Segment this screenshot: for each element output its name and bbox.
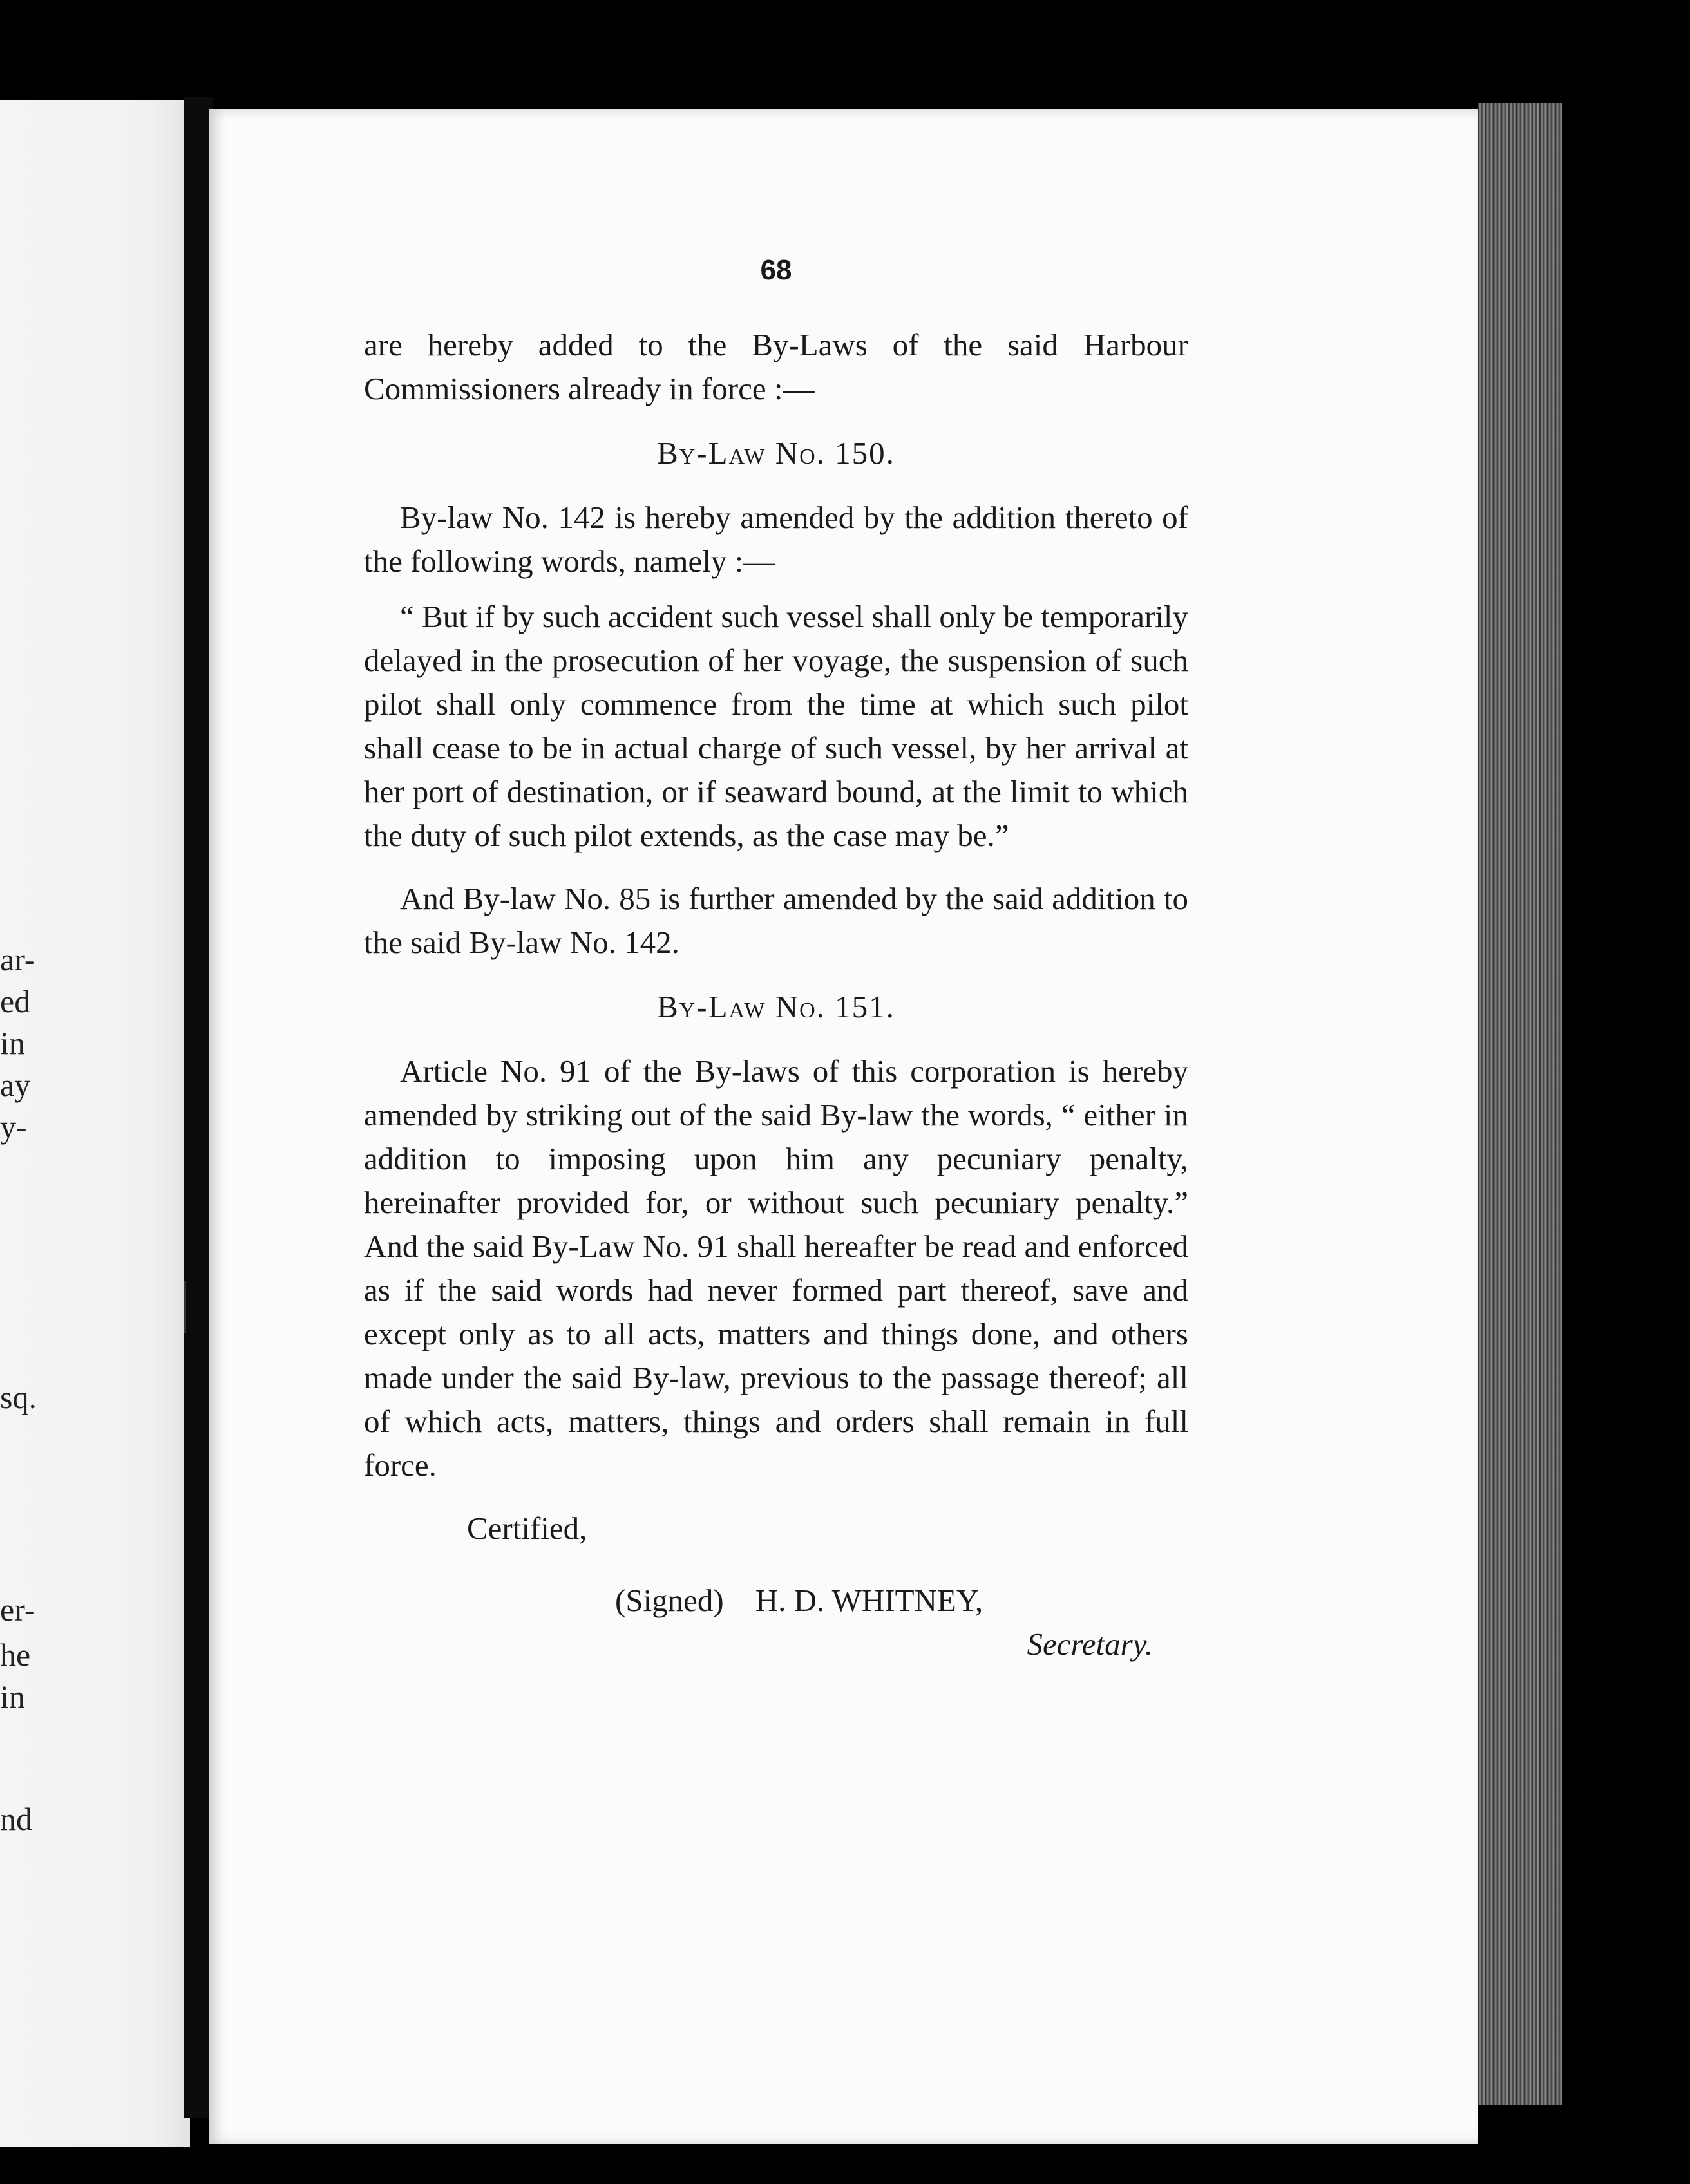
left-page-fragment: ay <box>0 1067 31 1103</box>
page-number: 68 <box>760 254 792 286</box>
secretary-title: Secretary. <box>1027 1626 1153 1662</box>
intro-paragraph: are hereby added to the By-Laws of the said Harbour Commissioners already in force :— <box>364 327 1188 406</box>
book-gutter <box>184 97 213 2118</box>
bylaw-150-paragraph: By-law No. 142 is hereby amended by the addition thereto of the following words, namely :— <box>364 500 1188 579</box>
bylaw-150-heading: By-Law No. 150. <box>657 435 895 471</box>
bylaw-151-heading: By-Law No. 151. <box>657 989 895 1024</box>
left-page-fragment: in <box>0 1025 25 1061</box>
left-page-fragment: in <box>0 1679 25 1715</box>
left-page-fragment: ar- <box>0 941 35 977</box>
left-page-fragment: sq. <box>0 1379 37 1415</box>
left-page-fragment: nd <box>0 1801 32 1837</box>
ink-mark <box>184 1281 186 1333</box>
left-page-fragment: ed <box>0 983 31 1019</box>
left-page-fragment: er- <box>0 1592 35 1628</box>
left-page-fragment: he <box>0 1637 31 1673</box>
left-facing-page <box>0 100 190 2147</box>
page-edges <box>1478 103 1562 2105</box>
bylaw-150-amendment: And By-law No. 85 is further amended by the said addition to the said By-law No. 142. <box>364 881 1188 960</box>
bylaw-150-quote: “ But if by such accident such vessel shall only be temporarily delayed in the prosecution of her voyage, the suspension of such pilot shall only commence from the time at which such pilot shall cease to be in actual charge of such vessel, by her arrival at her port of destination, or if seaward bound, at the limit to which the duty of such pilot extends, as the case may be.” <box>364 599 1188 853</box>
left-page-fragment: y- <box>0 1109 27 1145</box>
signature-line: (Signed) H. D. WHITNEY, <box>615 1583 983 1618</box>
certified-line: Certified, <box>467 1511 587 1546</box>
bylaw-151-paragraph: Article No. 91 of the By-laws of this corporation is hereby amended by striking out of the said By-law the words, “ either in addition to imposing upon him any pecuniary penalty, hereinafter provided for, or without such pecuniary penalty.” And the said By-Law No. 91 shall hereafter be read and enforced as if the said words had never formed part thereof, save and except only as to all acts, matters and things done, and others made under the said By-law, previous to the passage thereof; all of which acts, matters, things and orders shall remain in full force. <box>364 1053 1188 1483</box>
